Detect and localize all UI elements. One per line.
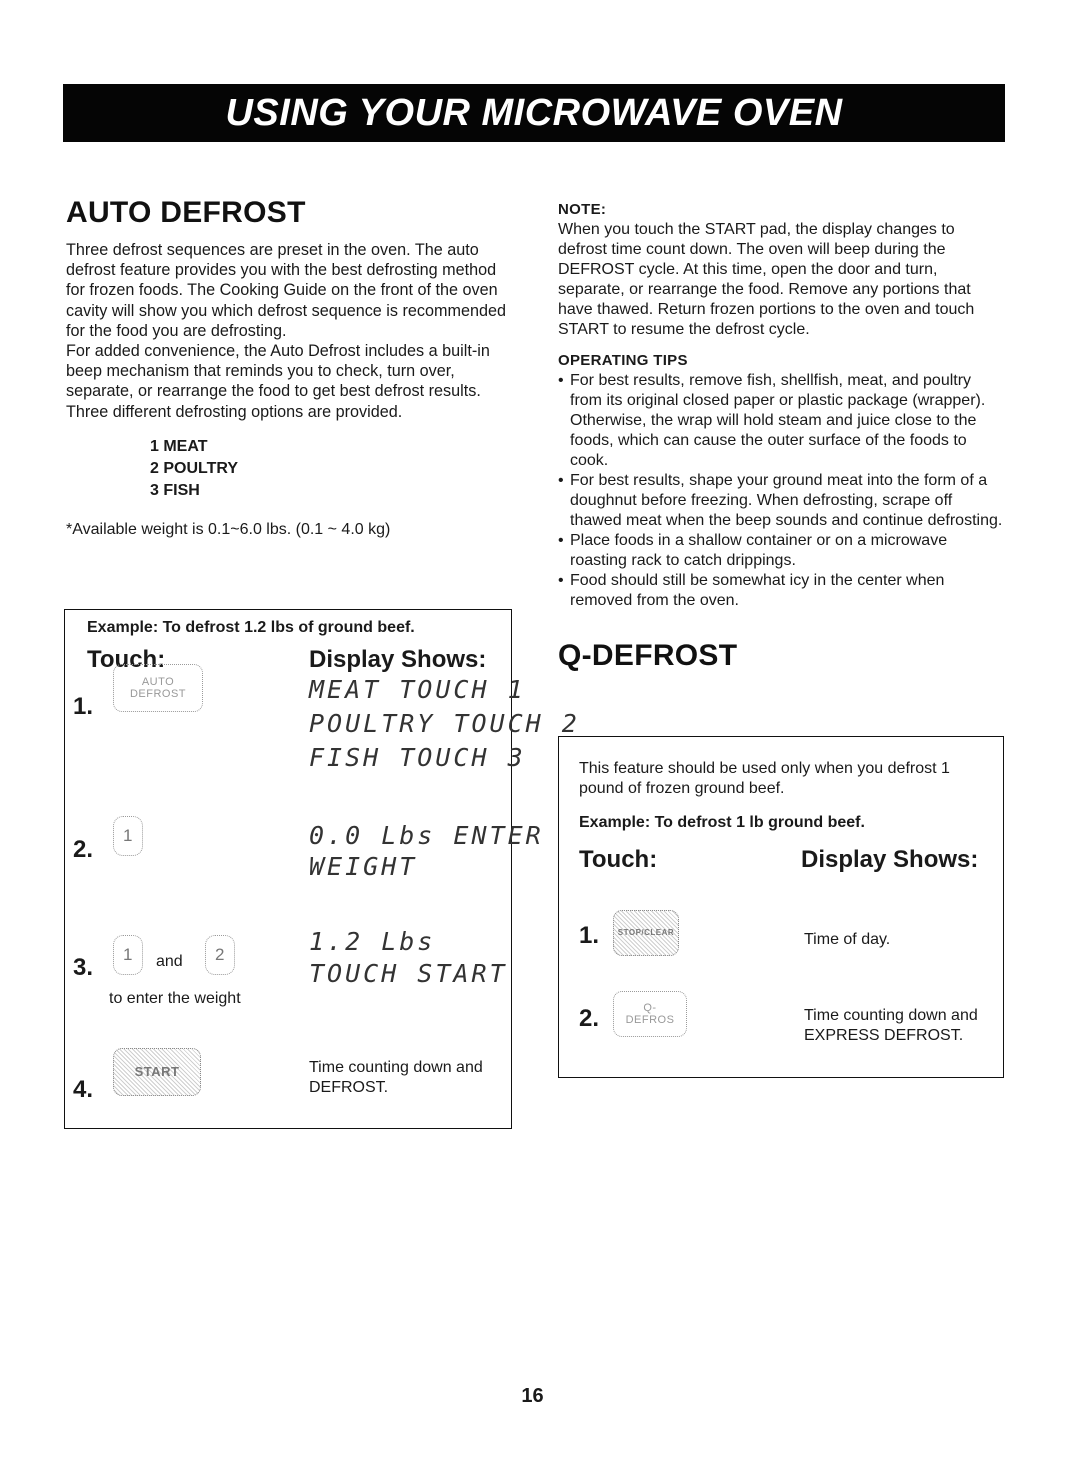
available-weight-note: *Available weight is 0.1~6.0 lbs. (0.1 ~ 4.0 kg) (66, 520, 391, 538)
tip-item: • Food should still be somewhat icy in the center when removed from the oven. (558, 571, 1006, 611)
touch-header: Touch: (579, 846, 658, 873)
step-number: 4. (73, 1076, 94, 1103)
enter-weight-caption: to enter the weight (109, 990, 241, 1007)
lcd-display-line: 0.0 Lbs ENTER (309, 821, 544, 850)
key-label: Q- (643, 1002, 657, 1014)
option-poultry: 2 POULTRY (150, 459, 239, 477)
key-label: 1 (123, 826, 133, 845)
auto-defrost-section (66, 196, 516, 540)
auto-defrost-key[interactable] (113, 664, 203, 712)
page-banner: USING YOUR MICROWAVE OVEN (63, 84, 1005, 142)
key-label: START (134, 1064, 180, 1079)
defrost-options-list (150, 436, 516, 502)
lcd-display-line: POULTRY TOUCH 2 (309, 709, 580, 738)
step-number: 2. (73, 836, 94, 863)
number-1-key[interactable] (113, 935, 143, 975)
auto-defrost-body (66, 240, 516, 422)
lcd-display-line: MEAT TOUCH 1 (309, 675, 526, 704)
example-title: Example: To defrost 1.2 lbs of ground beef. (87, 619, 415, 636)
note-text: When you touch the START pad, the display changes to defrost time count down. The oven will beep during the DEFROST cycle. At this time, open the door and turn, separate, or rearrange the food. Remove any portions that have thawed. Return frozen portions to the oven and touch START to resume the defrost cycle. (558, 221, 975, 338)
tip-item: • For best results, shape your ground meat into the form of a doughnut before freezing. When defrosting, scrape off thawed meat when the beep sounds and continue defrosting. (558, 471, 1006, 531)
display-text: Time counting down and EXPRESS DEFROST. (804, 1007, 978, 1044)
auto-defrost-para2: For added convenience, the Auto Defrost includes a built-in beep mechanism that reminds you to check, turn over, separate, or rearrange the food to get best defrost results. Three different defrosting options are provided. (66, 342, 490, 421)
q-defrost-example-title: Example: To defrost 1 lb ground beef. (579, 814, 865, 831)
tip-item: • Place foods in a shallow container or on a microwave roasting rack to catch drippings. (558, 531, 1006, 571)
lcd-display-line: 1.2 Lbs (309, 927, 436, 956)
q-defrost-key[interactable] (613, 991, 687, 1037)
step-number: 1. (579, 922, 600, 949)
lcd-display-line: TOUCH START (309, 959, 508, 988)
note-and-tips-section (558, 200, 1006, 673)
q-defrost-title: Q-DEFROST (558, 639, 738, 672)
lcd-display-line: WEIGHT (309, 852, 418, 881)
key-label: STOP/CLEAR (617, 928, 675, 937)
key-label: AUTO (141, 676, 175, 688)
page-number: 16 (521, 1385, 544, 1407)
auto-defrost-title: AUTO DEFROST (66, 196, 306, 229)
q-defrost-box (558, 736, 1004, 1078)
option-meat: 1 MEAT (150, 437, 208, 455)
tip-item: • For best results, remove fish, shellfish, meat, and poultry from its original closed paper or plastic package (wrapper). Otherwise, the wrap will hold steam and juice close to the foods, which can cause the outer surface of the foods to cook. (558, 371, 1006, 471)
start-key[interactable] (113, 1048, 201, 1096)
key-label: 1 (123, 945, 133, 964)
operating-tips-title: OPERATING TIPS (558, 352, 688, 369)
display-text: Time counting down and DEFROST. (309, 1059, 483, 1096)
option-fish: 3 FISH (150, 481, 200, 499)
and-connector: and (156, 953, 183, 970)
step-number: 1. (73, 693, 94, 720)
number-1-key[interactable] (113, 816, 143, 856)
display-shows-header: Display Shows: (309, 646, 487, 673)
step-number: 2. (579, 1005, 600, 1032)
key-label: DEFROS (625, 1014, 675, 1026)
q-defrost-description: This feature should be used only when you defrost 1 pound of frozen ground beef. (579, 760, 950, 797)
display-shows-header: Display Shows: (801, 846, 979, 873)
key-label: DEFROST (129, 688, 187, 700)
step-number: 3. (73, 954, 94, 981)
touch-header: Touch: (87, 646, 166, 673)
auto-defrost-para1: Three defrost sequences are preset in the oven. The auto defrost feature provides you with the best defrosting method for frozen foods. The Cooking Guide on the front of the oven cavity will show you which defrost sequence is recommended for the food you are defrosting. (66, 241, 506, 340)
note-title: NOTE: (558, 201, 607, 218)
auto-defrost-example-box (64, 609, 580, 1129)
operating-tips-list (558, 371, 1006, 611)
key-label: 2 (215, 945, 225, 964)
lcd-display-line: FISH TOUCH 3 (309, 743, 526, 772)
number-2-key[interactable] (205, 935, 235, 975)
stop-clear-key[interactable] (613, 910, 679, 956)
display-text: Time of day. (804, 931, 891, 948)
